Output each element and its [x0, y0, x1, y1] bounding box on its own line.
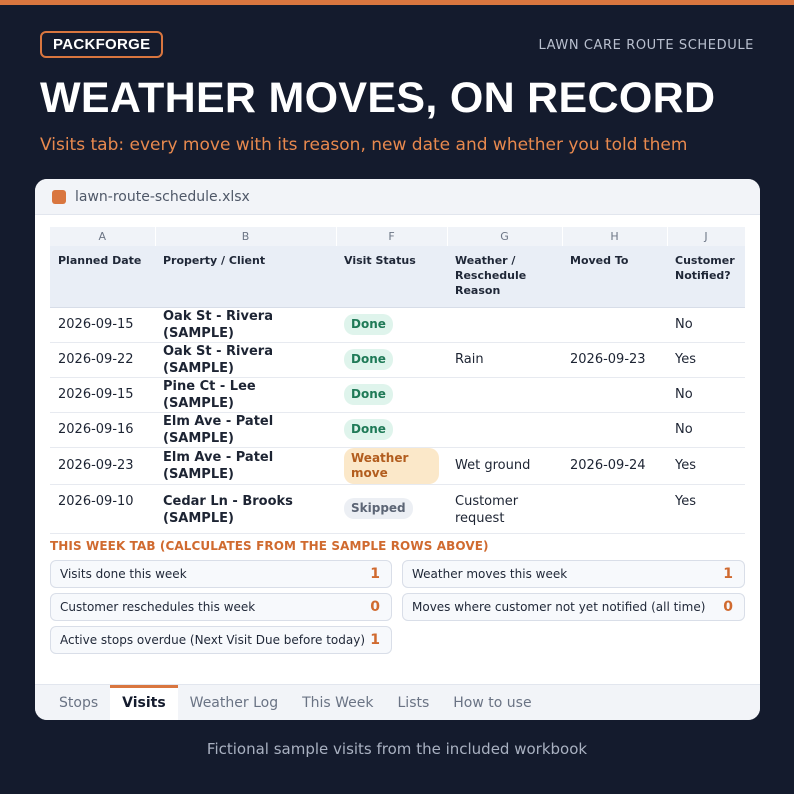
status-badge: Weather move	[344, 448, 439, 484]
tab-how-to-use[interactable]: How to use	[453, 694, 532, 711]
footer-caption: Fictional sample visits from the included workbook	[206, 740, 588, 758]
status-cell[interactable]	[336, 342, 447, 377]
stat-weather-moves[interactable]	[402, 560, 745, 588]
reason-cell[interactable]: Customer request	[447, 484, 562, 533]
stat-value: 1	[370, 566, 380, 582]
moved-to-cell[interactable]	[562, 484, 667, 533]
stat-not-notified[interactable]	[402, 593, 745, 621]
table-row	[50, 307, 745, 342]
status-cell[interactable]	[336, 447, 447, 484]
page-title: WEATHER MOVES, ON RECORD	[40, 74, 716, 122]
planned-date-cell[interactable]: 2026-09-16	[50, 412, 155, 447]
reason-cell[interactable]: Wet ground	[447, 447, 562, 484]
property-cell[interactable]: Oak St - Rivera (SAMPLE)	[155, 307, 336, 342]
stat-label: Visits done this week	[60, 567, 187, 581]
tab-weather-log[interactable]: Weather Log	[189, 694, 279, 711]
moved-to-cell[interactable]	[562, 412, 667, 447]
column-letter[interactable]: G	[447, 227, 562, 246]
planned-date-cell[interactable]: 2026-09-23	[50, 447, 155, 484]
accent-bar	[0, 0, 794, 5]
notified-cell[interactable]: Yes	[667, 484, 745, 533]
column-header-notified[interactable]: Customer Notified?	[667, 246, 745, 307]
planned-date-cell[interactable]: 2026-09-10	[50, 484, 155, 533]
status-badge: Skipped	[344, 498, 413, 519]
column-header-visit-status[interactable]: Visit Status	[336, 246, 447, 307]
notified-cell[interactable]: Yes	[667, 342, 745, 377]
reason-cell[interactable]	[447, 377, 562, 412]
column-header-property[interactable]: Property / Client	[155, 246, 336, 307]
status-badge: Done	[344, 314, 393, 335]
tab-this-week[interactable]: This Week	[302, 694, 374, 711]
moved-to-cell[interactable]	[562, 377, 667, 412]
stat-value: 0	[370, 599, 380, 615]
stat-customer-reschedules[interactable]	[50, 593, 392, 621]
reason-cell[interactable]	[447, 307, 562, 342]
visits-sheet	[50, 227, 746, 534]
page-subtitle: Visits tab: every move with its reason, new date and whether you told them	[40, 135, 688, 155]
reason-cell[interactable]	[447, 412, 562, 447]
moved-to-cell[interactable]: 2026-09-24	[562, 447, 667, 484]
spreadsheet-window	[35, 179, 760, 720]
moved-to-cell[interactable]: 2026-09-23	[562, 342, 667, 377]
column-letter[interactable]: F	[336, 227, 447, 246]
notified-cell[interactable]: Yes	[667, 447, 745, 484]
planned-date-cell[interactable]: 2026-09-15	[50, 307, 155, 342]
status-cell[interactable]	[336, 377, 447, 412]
stat-value: 0	[723, 599, 733, 615]
file-name: lawn-route-schedule.xlsx	[75, 188, 250, 205]
status-cell[interactable]	[336, 412, 447, 447]
header-row	[50, 246, 745, 307]
stat-overdue-stops[interactable]	[50, 626, 392, 654]
stat-label: Weather moves this week	[412, 567, 568, 581]
property-cell[interactable]: Pine Ct - Lee (SAMPLE)	[155, 377, 336, 412]
status-cell[interactable]	[336, 307, 447, 342]
notified-cell[interactable]: No	[667, 377, 745, 412]
status-badge: Done	[344, 419, 393, 440]
table-row	[50, 377, 745, 412]
column-letters-row	[50, 227, 745, 246]
stat-label: Moves where customer not yet notified (all time)	[412, 600, 706, 614]
spreadsheet-icon	[52, 190, 66, 204]
status-badge: Done	[344, 384, 393, 405]
stat-label: Active stops overdue (Next Visit Due before today)	[60, 633, 365, 647]
property-cell[interactable]: Cedar Ln - Brooks (SAMPLE)	[155, 484, 336, 533]
tab-visits[interactable]: Visits	[110, 685, 178, 720]
column-letter[interactable]: J	[667, 227, 745, 246]
tab-stops[interactable]: Stops	[59, 694, 99, 711]
stat-label: Customer reschedules this week	[60, 600, 256, 614]
column-header-moved-to[interactable]: Moved To	[562, 246, 667, 307]
column-header-reason[interactable]: Weather / Reschedule Reason	[447, 246, 562, 307]
property-cell[interactable]: Oak St - Rivera (SAMPLE)	[155, 342, 336, 377]
moved-to-cell[interactable]	[562, 307, 667, 342]
table-row	[50, 342, 745, 377]
property-cell[interactable]: Elm Ave - Patel (SAMPLE)	[155, 412, 336, 447]
kicker-label: LAWN CARE ROUTE SCHEDULE	[538, 38, 754, 53]
status-badge: Done	[344, 349, 393, 370]
notified-cell[interactable]: No	[667, 412, 745, 447]
column-letter[interactable]: A	[50, 227, 155, 246]
brand-logo: PACKFORGE	[40, 31, 163, 58]
property-cell[interactable]: Elm Ave - Patel (SAMPLE)	[155, 447, 336, 484]
stat-visits-done[interactable]	[50, 560, 392, 588]
planned-date-cell[interactable]: 2026-09-22	[50, 342, 155, 377]
table-row	[50, 484, 745, 533]
stat-value: 1	[370, 632, 380, 648]
table-row	[50, 447, 745, 484]
column-letter[interactable]: H	[562, 227, 667, 246]
planned-date-cell[interactable]: 2026-09-15	[50, 377, 155, 412]
status-cell[interactable]	[336, 484, 447, 533]
sheet-tab-bar	[35, 684, 760, 720]
tab-lists[interactable]: Lists	[397, 694, 430, 711]
column-header-planned-date[interactable]: Planned Date	[50, 246, 155, 307]
window-titlebar	[35, 179, 760, 215]
stat-value: 1	[723, 566, 733, 582]
this-week-section-label: THIS WEEK TAB (CALCULATES FROM THE SAMPLE ROWS ABOVE)	[50, 539, 489, 553]
reason-cell[interactable]: Rain	[447, 342, 562, 377]
notified-cell[interactable]: No	[667, 307, 745, 342]
table-row	[50, 412, 745, 447]
column-letter[interactable]: B	[155, 227, 336, 246]
